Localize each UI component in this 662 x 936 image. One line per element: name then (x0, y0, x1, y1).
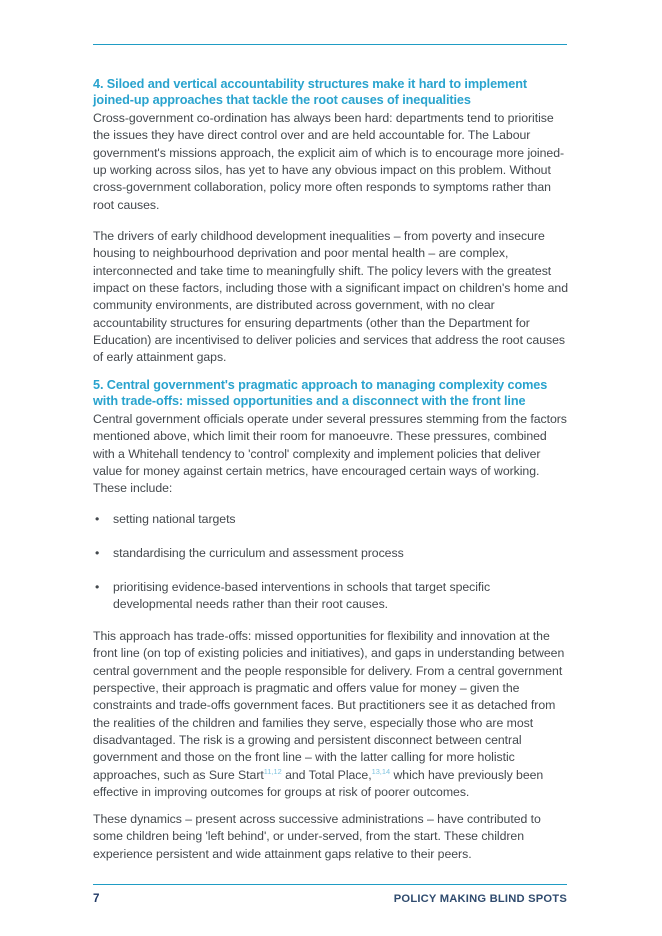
header-rule (93, 44, 567, 45)
section-4-heading: 4. Siloed and vertical accountability structures make it hard to implement joined-up approaches that tackle the root causes of inequalities (93, 77, 527, 108)
section-4-paragraph-2: The drivers of early childhood development inequalities – from poverty and insecure housing to neighbourhood deprivation and poor mental health – are complex, interconnected and take time to meaningfully shift. The policy levers with the greatest impact on these factors, including those with a significant impact on children's home and community environments, are distributed across government, with no clear accountability structures for ensuring departments (other than the Department for Education) are incentivised to deliver policies and services that address the root causes of early attainment gaps. (93, 229, 569, 365)
bullet-marker-icon: • (95, 579, 100, 594)
section-4-paragraph-1: Cross-government co-ordination has always been hard: departments tend to prioritise the issues they have direct control over and are held accountable for. The Labour government's missions approach, the explicit aim of which is to encourage more joined-up working across silos, has yet to have any obvious impact on this problem. Without cross-government collaboration, policy more often responds to symptoms rather than root causes. (93, 111, 565, 212)
section-4-paragraph-2-block (93, 228, 569, 367)
section-5-paragraph-2-text-part-2: and Total Place, (281, 767, 372, 782)
list-item-label: standardising the curriculum and assessment process (113, 545, 404, 560)
section-5-paragraph-2-block (93, 628, 569, 801)
bullet-list (93, 511, 569, 613)
list-item (93, 545, 569, 562)
section-5-heading: 5. Central government's pragmatic approach to managing complexity comes with trade-offs: missed opportunities and a disconnect with the front line (93, 378, 548, 409)
section-5-paragraph-1-block (93, 411, 569, 498)
list-item-label: prioritising evidence-based interventions in schools that target specific developmental needs rather than their root causes. (113, 579, 491, 612)
list-item (93, 511, 569, 528)
section-5-paragraph-2-text-part-1: This approach has trade-offs: missed opportunities for flexibility and innovation at the front line (on top of existing policies and initiatives), and gaps in understanding between central government and the people responsible for delivery. From a central government perspective, their approach is pragmatic and offers value for money – given the constraints and trade-offs government faces. But practitioners see it as detached from the realities of the children and families they serve, especially those who are most disadvantaged. The risk is a growing and persistent disconnect between central government and those on the front line – with the latter calling for more holistic approaches, such as Sure Start (93, 629, 565, 782)
page-footer (93, 892, 567, 905)
bullet-marker-icon: • (95, 512, 100, 526)
list-item-label: setting national targets (113, 512, 236, 526)
bullet-marker-icon: • (95, 545, 100, 560)
footer-document-title: POLICY MAKING BLIND SPOTS (393, 893, 567, 905)
section-5-bullet-list-block (93, 511, 569, 613)
section-4-heading-block (93, 76, 569, 109)
section-5-paragraph-2 (93, 628, 569, 801)
section-5-paragraph-3-block (93, 811, 569, 863)
footnote-reference-13-14[interactable]: 13,14 (371, 766, 391, 776)
footer-rule (93, 884, 567, 885)
section-4-paragraph-1-block (93, 110, 569, 214)
list-item (93, 579, 569, 614)
section-5-paragraph-2-text-part-3: which have previously been effective in improving outcomes for groups at risk of poorer outcomes. (93, 767, 544, 800)
section-5-paragraph-1: Central government officials operate under several pressures stemming from the factors mentioned above, which limit their room for manoeuvre. These pressures, combined with a Whitehall tendency to 'control' complexity and implement policies that deliver value for money against certain metrics, have encouraged certain ways of working. These include: (93, 412, 567, 496)
page-number: 7 (93, 892, 100, 905)
section-5-paragraph-3: These dynamics – present across successive administrations – have contributed to some children being 'left behind', or under-served, from the start. These children experience persistent and wide attainment gaps relative to their peers. (93, 812, 541, 861)
section-5-heading-block (93, 377, 569, 410)
footnote-reference-11-12[interactable]: 11,12 (263, 766, 282, 776)
